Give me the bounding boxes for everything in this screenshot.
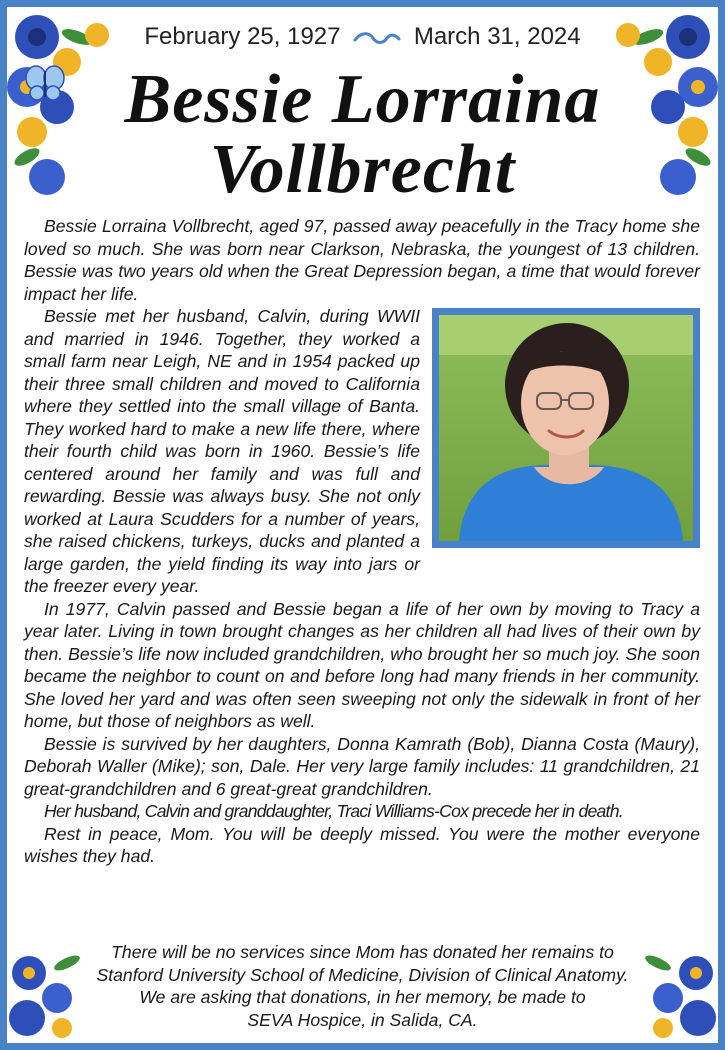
portrait-photo [432,308,700,548]
paragraph-rest-in-peace: Rest in peace, Mom. You will be deeply missed. You were the mother everyone wishes they had. [24,823,700,866]
death-date: March 31, 2024 [413,23,581,50]
closing-line: SEVA Hospice, in Salida, CA. [247,1009,478,1030]
paragraph-survivors: Bessie is survived by her daughters, Donna Kamrath (Bob), Dianna Costa (Maury), Deborah Waller (Mike); son, Dale. Her very large family includes: 11 grandchildren, 21 great-grandchildren and 6 great-great grandchildren. [24,733,700,799]
paragraph-marriage: Bessie met her husband, Calvin, during WWII and married in 1946. Together, they worked a small farm near Leigh, NE and in 1954 packed up their three small children and moved to California where they settled into the small village of Banta. They worked hard to make a new life there, where their fourth child was born in 1960. Bessie’s life centered around her family and was full and rewarding. Bessie was always busy. She not only worked at Laura Scudders for a number of years, she raised chickens, turkeys, ducks and planted a large garden, the yield finding its way into jars or the freezer every year. [24,306,420,596]
paragraph-tracy: In 1977, Calvin passed and Bessie began a life of her own by moving to Tracy a year later. Living in town brought changes as her children all had lives of their own by then. Bessie’s life now included grandchildren, who brought her so much joy. She soon became the neighbor to count on and before long had many friends in her community. She loved her yard and was often seen sweeping not only the sidewalk in front of her home, but those of neighbors as well. [24,598,700,731]
closing-line: We are asking that donations, in her memory, be made to [139,987,586,1007]
obituary-body [24,215,700,868]
paragraph-intro: Bessie Lorraina Vollbrecht, aged 97, passed away peacefully in the Tracy home she loved so much. She was born near Clarkson, Nebraska, the youngest of 13 children. Bessie was two years old when the Great Depression began, a time that would forever impact her life. [24,216,700,304]
closing-line: There will be no services since Mom has donated her remains to [111,942,614,962]
closing-line: Stanford University School of Medicine, Division of Clinical Anatomy. [96,964,629,985]
service-notice [7,941,718,1031]
swirl-icon [353,30,401,46]
deceased-name-line1: Bessie Lorraina [124,61,601,138]
portrait-image [439,315,693,541]
deceased-name-line2: Vollbrecht [209,131,516,208]
life-dates [7,23,718,51]
paragraph-preceded: Her husband, Calvin and granddaughter, Traci Williams-Cox precede her in death. [44,801,623,821]
birth-date: February 25, 1927 [144,23,341,50]
